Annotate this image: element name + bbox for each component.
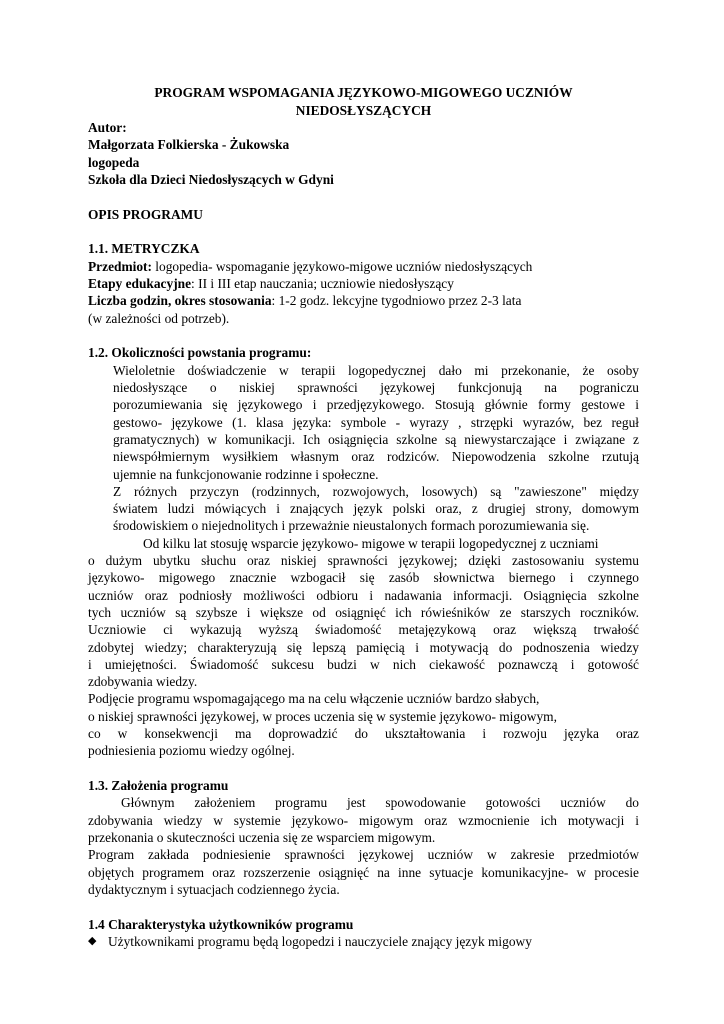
paragraph-line: Wieloletnie doświadczenie w terapii logopedycznej dało mi przekonanie, że osoby (113, 362, 639, 378)
paragraph-line: zdobywania wiedzy w systemie językowo- migowym oraz wzmocnienie ich motywacji i (88, 812, 639, 828)
author-label: Autor: (88, 120, 127, 135)
author-name: Małgorzata Folkierska - Żukowska (88, 137, 290, 153)
etapy-label: Etapy edukacyjne (88, 276, 192, 292)
paragraph-line: niedosłyszące o niskiej sprawności językowej funkcjonują na pograniczu (113, 380, 639, 396)
paragraph-line: objętych programem oraz rozszerzenie osiągnięć na inne sytuacje komunikacyjne- w procesie (88, 864, 639, 880)
paragraph-line: podniesienia poziomu wiedzy ogólnej. (88, 743, 295, 759)
charakterystyka-heading: 1.4 Charakterystyka użytkowników programu (88, 916, 354, 932)
paragraph-line: zdobytej wiedzy; charakteryzują się lepszą pamięcią i motywacją do podnoszenia wiedzy (88, 639, 639, 655)
paragraph-line: dydaktycznym i sytuacjach codziennego życia. (88, 881, 340, 897)
paragraph-line: Uczniowie ci wykazują wyższą świadomość metajęzykową oraz większą trwałość (88, 622, 639, 638)
przedmiot-value: logopedia- wspomaganie językowo-migowe uczniów niedosłyszących (151, 258, 533, 274)
paragraph-line: i umiejętności. Świadomość sukcesu budzi w nich ciekawość poznawczą i gotowość (88, 656, 639, 672)
paragraph-line: co w konsekwencji ma doprowadzić do ukształtowania i rozwoju języka oraz (88, 726, 639, 741)
paragraph-line: niewspółmiernym wysiłkiem własnym oraz rodziców. Niepowodzenia szkolne rzutują (113, 449, 639, 465)
paragraph-line: tych uczniów są szybsze i większe od osiągnięć ich rówieśników ze starszych roczników. (88, 604, 639, 620)
document-title-line-2: NIEDOSŁYSZĄCYCH (295, 102, 432, 118)
zalozenia-heading: 1.3. Założenia programu (88, 778, 229, 794)
liczba-label: Liczba godzin, okres stosowania (88, 293, 272, 309)
przedmiot-line (88, 258, 639, 275)
list-item-text: Użytkownikami programu będą logopedzi i nauczyciele znający język migowy (108, 933, 532, 949)
paragraph-line: środowiskiem o niejednolitych i przeważnie nieustalonych formach porozumiewania się. (113, 518, 590, 534)
okolicznosci-body-c (88, 552, 639, 760)
section-opis-heading: OPIS PROGRAMU (88, 206, 203, 222)
etapy-line (88, 275, 639, 292)
paragraph-line: Głównym założeniem programu jest spowodowanie gotowości uczniów do (121, 795, 639, 811)
paragraph-line: ujemnie na funkcjonowanie rodzinne i społeczne. (113, 466, 379, 482)
paragraph-line: Podjęcie programu wspomagającego ma na celu włączenie uczniów bardzo słabych, (88, 691, 540, 707)
paragraph-line: porozumiewania się językowego i przedjęzykowego. Stosują głównie formy gestowe i (113, 397, 639, 413)
paragraph-line: zdobywania wiedzy. (88, 674, 198, 690)
document-page (88, 84, 639, 950)
okolicznosci-heading: 1.2. Okoliczności powstania programu: (88, 345, 312, 361)
paragraph-line: językowo- migowego znacznie wzbogacił się zasób słownictwa biernego i czynnego (88, 570, 639, 586)
paragraph-line: o dużym ubytku słuchu oraz niskiej sprawności językowej; dzięki zastosowaniu systemu (88, 553, 639, 569)
diamond-bullet-icon: ◆ (88, 934, 97, 947)
paragraph-line: Program zakłada podniesienie sprawności językowej uczniów w zakresie przedmiotów (88, 847, 639, 863)
okolicznosci-body (88, 362, 639, 535)
liczba-line (88, 292, 639, 309)
paragraph-line: o niskiej sprawności językowej, w proces uczenia się w systemie językowo- migowym, (88, 708, 557, 724)
metryczka-heading: 1.1. METRYCZKA (88, 241, 200, 257)
list-item (88, 933, 639, 950)
author-role: logopeda (88, 154, 140, 170)
etapy-value: : II i III etap nauczania; uczniowie niedosłyszący (191, 276, 454, 292)
liczba-value: : 1-2 godz. lekcyjne tygodniowo przez 2-3 lata (271, 293, 522, 309)
paragraph-line: Z różnych przyczyn (rodzinnych, rozwojowych, losowych) są "zawieszone" między (113, 483, 639, 499)
paragraph-line: przekonania o skuteczności uczenia się ze wsparciem migowym. (88, 829, 436, 845)
paragraph-line: gramatycznych) w komunikacji. Ich osiągnięcia szkolne są niewystarczające i związane z (113, 431, 639, 447)
paragraph-line: Od kilku lat stosuję wsparcie językowo- migowe w terapii logopedycznej z uczniami (143, 535, 599, 551)
paragraph-line: uczniów oraz podniosły możliwości odbioru i nadawania informacji. Osiągnięcia szkolne (88, 587, 639, 603)
przedmiot-label: Przedmiot: (88, 258, 152, 274)
paragraph-line: światem ludzi mówiących i znających język polski oraz, z drugiej strony, domowym (113, 501, 639, 517)
paragraph-line: gestowo- językowe (1. klasa języka: symbole - wyrazy , strzępki wyrazów, bez reguł (113, 414, 639, 430)
author-school: Szkoła dla Dzieci Niedosłyszących w Gdyni (88, 171, 334, 187)
liczba-note: (w zależności od potrzeb). (88, 310, 230, 326)
document-title-line-1: PROGRAM WSPOMAGANIA JĘZYKOWO-MIGOWEGO UCZNIÓW (154, 85, 573, 100)
